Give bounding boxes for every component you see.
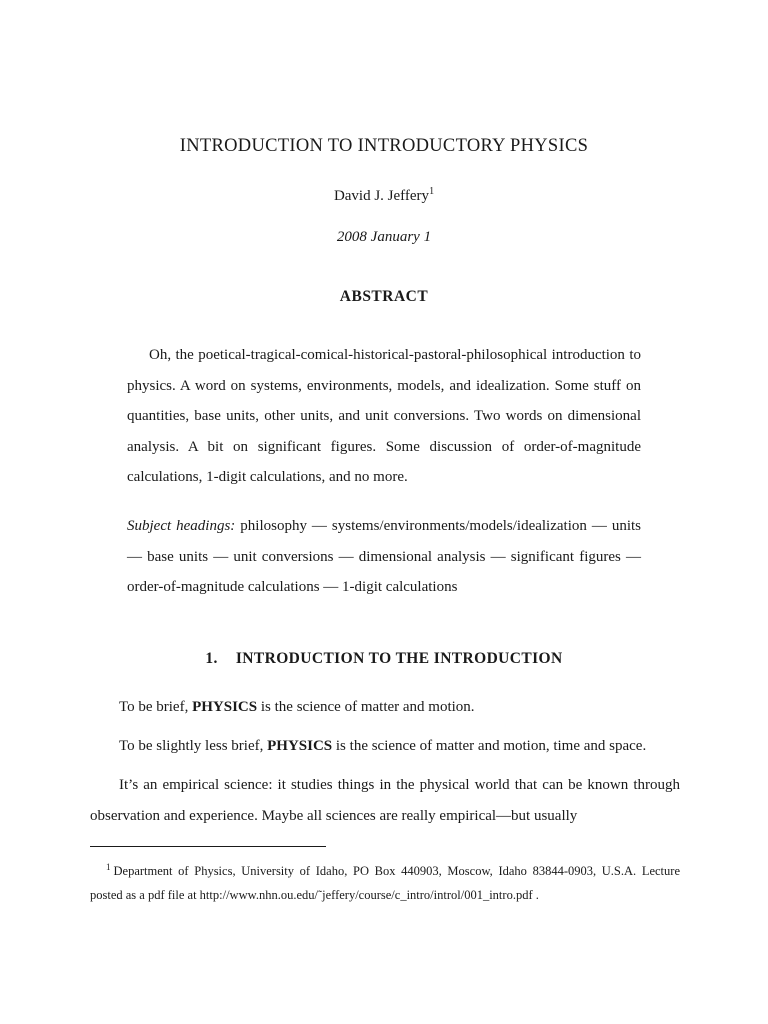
paragraph-2 bbox=[90, 731, 680, 762]
paragraph-1-pre: To be brief, bbox=[119, 699, 193, 715]
abstract-heading: ABSTRACT bbox=[339, 288, 429, 305]
author-line bbox=[0, 186, 768, 205]
subject-headings bbox=[127, 511, 641, 603]
subject-headings-lead: Subject headings: bbox=[127, 518, 236, 534]
paragraph-2-bold: PHYSICS bbox=[267, 738, 333, 754]
subject-headings-text: philosophy — systems/environments/models/idealization — units — base units — unit conversions — dimensional analysis — significant figures — order-of-magnitude calculations — 1-digit calculations bbox=[127, 518, 641, 595]
paragraph-3: It’s an empirical science: it studies things in the physical world that can be known through observation and experience. Maybe all sciences are really empirical—but usually bbox=[90, 777, 680, 824]
paper-date: 2008 January 1 bbox=[336, 229, 432, 245]
section-heading bbox=[0, 650, 768, 668]
paragraph-2-post: is the science of matter and motion, time and space. bbox=[332, 738, 647, 754]
paper-title: INTRODUCTION TO INTRODUCTORY PHYSICS bbox=[179, 136, 589, 156]
author-name: David J. Jeffery bbox=[333, 188, 430, 204]
footnote-text: Department of Physics, University of Idaho, PO Box 440903, Moscow, Idaho 83844-0903, U.S.A. Lecture posted as a pdf file at http://www.nhn.ou.edu/˜jeffery/course/c_intro/introl/001_intro.pdf . bbox=[90, 864, 680, 903]
paragraph-2-pre: To be slightly less brief, bbox=[119, 738, 268, 754]
paragraph-1-bold: PHYSICS bbox=[192, 699, 258, 715]
section-title: INTRODUCTION TO THE INTRODUCTION bbox=[235, 650, 563, 667]
paragraph-1-post: is the science of matter and motion. bbox=[257, 699, 475, 715]
footnote-mark: 1 bbox=[106, 862, 111, 872]
abstract-body: Oh, the poetical-tragical-comical-historical-pastoral-philosophical introduction to physics. A word on systems, environments, models, and idealization. Some stuff on quantities, base units, other units, and unit conversions. Two words on dimensional analysis. A bit on significant figures. Some discussion of order-of-magnitude calculations, 1-digit calculations, and no more. bbox=[127, 347, 641, 485]
footnote-rule bbox=[90, 846, 326, 847]
section-number: 1. bbox=[205, 650, 218, 667]
paragraph-1 bbox=[90, 692, 680, 723]
author-footnote-mark: 1 bbox=[429, 186, 435, 197]
footnote bbox=[90, 855, 680, 907]
